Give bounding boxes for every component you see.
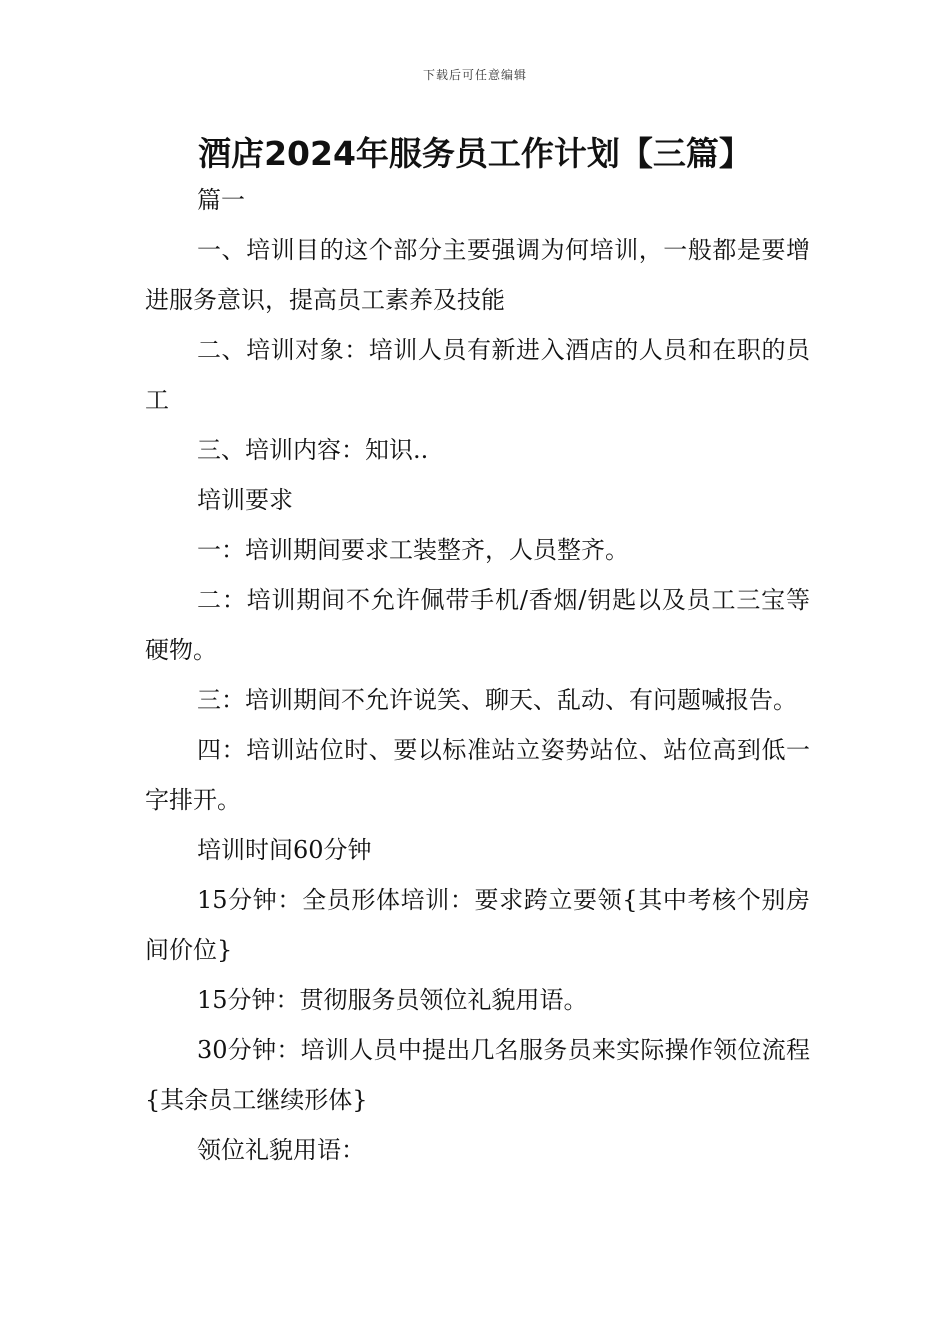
header-note: 下载后可任意编辑 <box>422 68 527 82</box>
paragraph: 15分钟：贯彻服务员领位礼貌用语。 <box>197 986 588 1014</box>
paragraph: 培训要求 <box>197 486 293 514</box>
paragraph: 四：培训站位时、要以标准站立姿势站位、站位高到低一字排开。 <box>145 736 810 814</box>
paragraph: 一、培训目的这个部分主要强调为何培训，一般都是要增进服务意识，提高员工素养及技能 <box>145 236 810 314</box>
paragraph: 15分钟：全员形体培训：要求跨立要领{其中考核个别房间价位} <box>145 886 810 964</box>
paragraph: 三：培训期间不允许说笑、聊天、乱动、有问题喊报告。 <box>197 686 797 714</box>
paragraph: 一：培训期间要求工装整齐，人员整齐。 <box>197 536 629 564</box>
paragraph: 三、培训内容：知识.. <box>197 436 429 464</box>
paragraph: 领位礼貌用语： <box>197 1136 365 1164</box>
document-title: 酒店2024年服务员工作计划【三篇】 <box>198 134 752 173</box>
paragraph: 培训时间60分钟 <box>197 836 372 864</box>
section-heading: 篇一 <box>197 186 245 214</box>
paragraph: 30分钟：培训人员中提出几名服务员来实际操作领位流程{其余员工继续形体} <box>145 1036 810 1114</box>
paragraph: 二：培训期间不允许佩带手机/香烟/钥匙以及员工三宝等硬物。 <box>145 586 810 664</box>
document-body <box>145 175 810 1175</box>
paragraph: 二、培训对象：培训人员有新进入酒店的人员和在职的员工 <box>145 336 810 414</box>
